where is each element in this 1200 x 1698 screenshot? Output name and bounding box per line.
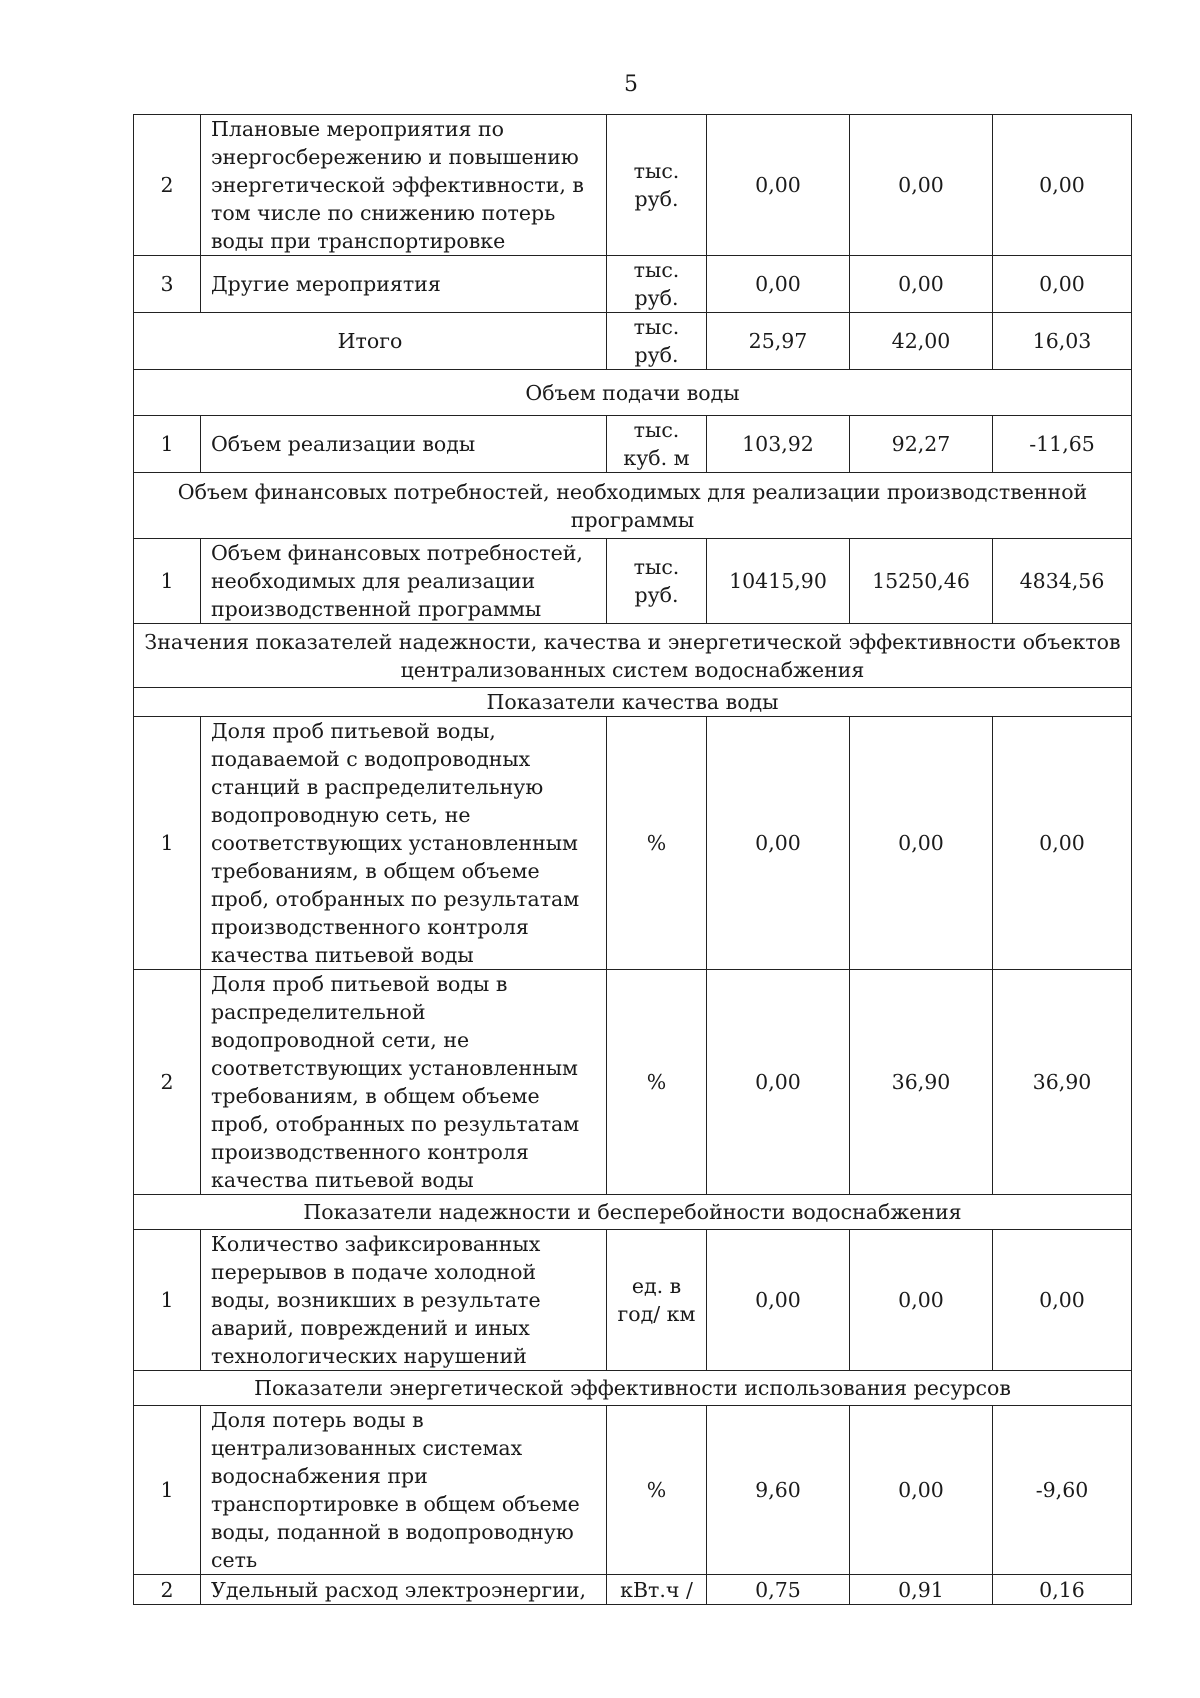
- section-heading: Показатели качества воды: [134, 688, 1132, 717]
- row-value-2: 0,00: [850, 1230, 993, 1371]
- row-value-1: 9,60: [707, 1406, 850, 1575]
- row-value-2: 92,27: [850, 416, 993, 473]
- section-row: [134, 370, 1132, 416]
- section-row: [134, 1195, 1132, 1230]
- row-name: Количество зафиксированных перерывов в подаче холодной воды, возникших в результате аварий, повреждений и иных технологических нарушений: [201, 1230, 607, 1371]
- row-name: Доля потерь воды в централизованных системах водоснабжения при транспортировке в общем объеме воды, поданной в водопроводную сеть: [201, 1406, 607, 1575]
- row-value-2: 0,00: [850, 256, 993, 313]
- row-unit: %: [607, 1406, 707, 1575]
- row-value-1: 0,00: [707, 115, 850, 256]
- table-row: [134, 1575, 1132, 1605]
- table-row: [134, 416, 1132, 473]
- section-heading: Значения показателей надежности, качества и энергетической эффективности объектов централизованных систем водоснабжения: [134, 624, 1132, 688]
- table-row: [134, 1406, 1132, 1575]
- row-unit: тыс. руб.: [607, 539, 707, 624]
- row-number: 1: [134, 416, 201, 473]
- section-row: [134, 624, 1132, 688]
- row-unit: тыс. руб.: [607, 313, 707, 370]
- row-number: 1: [134, 717, 201, 970]
- row-name: Плановые мероприятия по энергосбережению и повышению энергетической эффективности, в том числе по снижению потерь воды при транспортировке: [201, 115, 607, 256]
- row-value-1: 0,00: [707, 970, 850, 1195]
- section-heading: Показатели энергетической эффективности использования ресурсов: [134, 1371, 1132, 1406]
- section-heading: Объем подачи воды: [134, 370, 1132, 416]
- section-row: [134, 688, 1132, 717]
- row-value-3: 0,00: [993, 717, 1132, 970]
- program-table: [133, 114, 1132, 1605]
- total-label: Итого: [134, 313, 607, 370]
- row-name: Объем финансовых потребностей, необходимых для реализации производственной программы: [201, 539, 607, 624]
- section-heading: Показатели надежности и бесперебойности водоснабжения: [134, 1195, 1132, 1230]
- section-row: [134, 1371, 1132, 1406]
- row-name: Удельный расход электроэнергии,: [201, 1575, 607, 1605]
- row-value-3: 16,03: [993, 313, 1132, 370]
- row-value-1: 0,00: [707, 256, 850, 313]
- row-value-3: -11,65: [993, 416, 1132, 473]
- row-number: 2: [134, 1575, 201, 1605]
- row-value-2: 15250,46: [850, 539, 993, 624]
- row-value-2: 0,91: [850, 1575, 993, 1605]
- row-value-2: 0,00: [850, 115, 993, 256]
- row-number: 3: [134, 256, 201, 313]
- row-value-3: 4834,56: [993, 539, 1132, 624]
- row-unit: кВт.ч /: [607, 1575, 707, 1605]
- table-row: [134, 115, 1132, 256]
- row-value-1: 0,75: [707, 1575, 850, 1605]
- row-value-2: 0,00: [850, 1406, 993, 1575]
- row-name: Доля проб питьевой воды, подаваемой с водопроводных станций в распределительную водопроводную сеть, не соответствующих установленным требованиям, в общем объеме проб, отобранных по результатам производственного контроля качества питьевой воды: [201, 717, 607, 970]
- row-unit: %: [607, 970, 707, 1195]
- row-value-2: 36,90: [850, 970, 993, 1195]
- section-heading: Объем финансовых потребностей, необходимых для реализации производственной программы: [134, 473, 1132, 539]
- row-number: 1: [134, 539, 201, 624]
- table-row: [134, 717, 1132, 970]
- row-value-1: 103,92: [707, 416, 850, 473]
- row-unit: ед. в год/ км: [607, 1230, 707, 1371]
- row-number: 1: [134, 1230, 201, 1371]
- page-number: 5: [624, 72, 638, 97]
- total-row: [134, 313, 1132, 370]
- row-value-1: 0,00: [707, 717, 850, 970]
- table-row: [134, 970, 1132, 1195]
- row-value-1: 10415,90: [707, 539, 850, 624]
- row-unit: тыс. куб. м: [607, 416, 707, 473]
- row-value-3: 0,00: [993, 1230, 1132, 1371]
- row-name: Объем реализации воды: [201, 416, 607, 473]
- row-unit: тыс. руб.: [607, 115, 707, 256]
- table-row: [134, 256, 1132, 313]
- row-value-3: 0,00: [993, 256, 1132, 313]
- row-value-1: 25,97: [707, 313, 850, 370]
- table-row: [134, 539, 1132, 624]
- row-name: Другие мероприятия: [201, 256, 607, 313]
- row-number: 1: [134, 1406, 201, 1575]
- row-number: 2: [134, 970, 201, 1195]
- row-value-2: 42,00: [850, 313, 993, 370]
- row-value-1: 0,00: [707, 1230, 850, 1371]
- row-value-3: 0,16: [993, 1575, 1132, 1605]
- row-value-3: 36,90: [993, 970, 1132, 1195]
- row-name: Доля проб питьевой воды в распределительной водопроводной сети, не соответствующих установленным требованиям, в общем объеме проб, отобранных по результатам производственного контроля качества питьевой воды: [201, 970, 607, 1195]
- row-unit: %: [607, 717, 707, 970]
- row-number: 2: [134, 115, 201, 256]
- section-row: [134, 473, 1132, 539]
- table-row: [134, 1230, 1132, 1371]
- row-value-3: 0,00: [993, 115, 1132, 256]
- row-unit: тыс. руб.: [607, 256, 707, 313]
- row-value-2: 0,00: [850, 717, 993, 970]
- row-value-3: -9,60: [993, 1406, 1132, 1575]
